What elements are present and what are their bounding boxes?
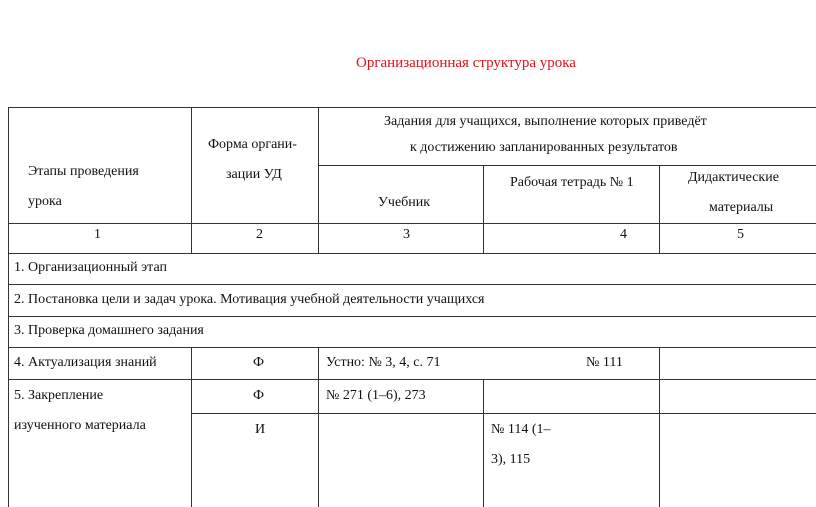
table-divider-col3-lower (483, 379, 484, 507)
table-divider-row5-sub (191, 413, 816, 414)
table-divider-row2 (8, 316, 816, 317)
row-stage-4: 4. Актуализация знаний (14, 355, 157, 370)
row-stage-3: 3. Проверка домашнего задания (14, 323, 204, 338)
table-border-top (8, 107, 816, 108)
row-stage-1: 1. Организационный этап (14, 260, 167, 275)
table-divider-col1-lower (191, 347, 192, 507)
row-5b-form: И (255, 422, 266, 437)
row-stage-5 (14, 381, 146, 441)
row-5b-workbook-line2: 3), 115 (491, 452, 531, 467)
table-border-left (8, 107, 9, 507)
header-stages-line2: урока (28, 194, 62, 209)
header-form-line1: Форма органи- (208, 137, 297, 152)
column-number: 1 (94, 227, 101, 242)
row-5-form: Ф (253, 388, 265, 403)
table-divider-numbers-bottom (8, 253, 816, 254)
row-stage-5-line2: изученного материала (14, 418, 146, 433)
column-number: 2 (256, 227, 263, 242)
table-divider-row3 (8, 347, 816, 348)
table-divider-col3 (483, 165, 484, 253)
column-number: 5 (737, 227, 744, 242)
table-divider-col4 (659, 165, 660, 253)
header-form (208, 130, 297, 190)
header-stages (28, 157, 139, 217)
header-form-line2: зации УД (226, 167, 282, 182)
table-divider-row4 (8, 379, 816, 380)
row-stage-2: 2. Постановка цели и задач урока. Мотивация учебной деятельности учащихся (14, 292, 485, 307)
row-5b-workbook (491, 415, 551, 475)
header-stages-line1: Этапы проведения (28, 164, 139, 179)
table-divider-col1 (191, 107, 192, 253)
header-workbook: Рабочая тетрадь № 1 (510, 175, 634, 190)
row-4-form: Ф (253, 355, 265, 370)
page-title: Организационная структура урока (356, 55, 576, 71)
column-number: 4 (620, 227, 627, 242)
row-5b-workbook-line1: № 114 (1– (491, 422, 551, 437)
header-tasks-line2: к достижению запланированных результатов (410, 140, 678, 155)
header-textbook: Учебник (378, 195, 431, 210)
header-didactic-line1: Дидактические (688, 170, 779, 185)
table-divider-col4-lower (659, 347, 660, 507)
row-stage-5-line1: 5. Закрепление (14, 388, 104, 403)
column-number: 3 (403, 227, 410, 242)
row-4-textbook: Устно: № 3, 4, с. 71 (326, 355, 441, 370)
row-5-textbook: № 271 (1–6), 273 (326, 388, 426, 403)
row-4-workbook: № 111 (586, 355, 623, 370)
table-divider-row1 (8, 284, 816, 285)
table-divider-header-bottom (8, 223, 816, 224)
header-didactic (688, 163, 779, 223)
table-divider-col2-lower (318, 347, 319, 507)
table-divider-col2 (318, 107, 319, 253)
header-tasks-line1: Задания для учащихся, выполнение которых приведёт (384, 114, 707, 129)
lesson-structure-table (8, 107, 816, 507)
header-didactic-line2: материалы (709, 200, 774, 215)
